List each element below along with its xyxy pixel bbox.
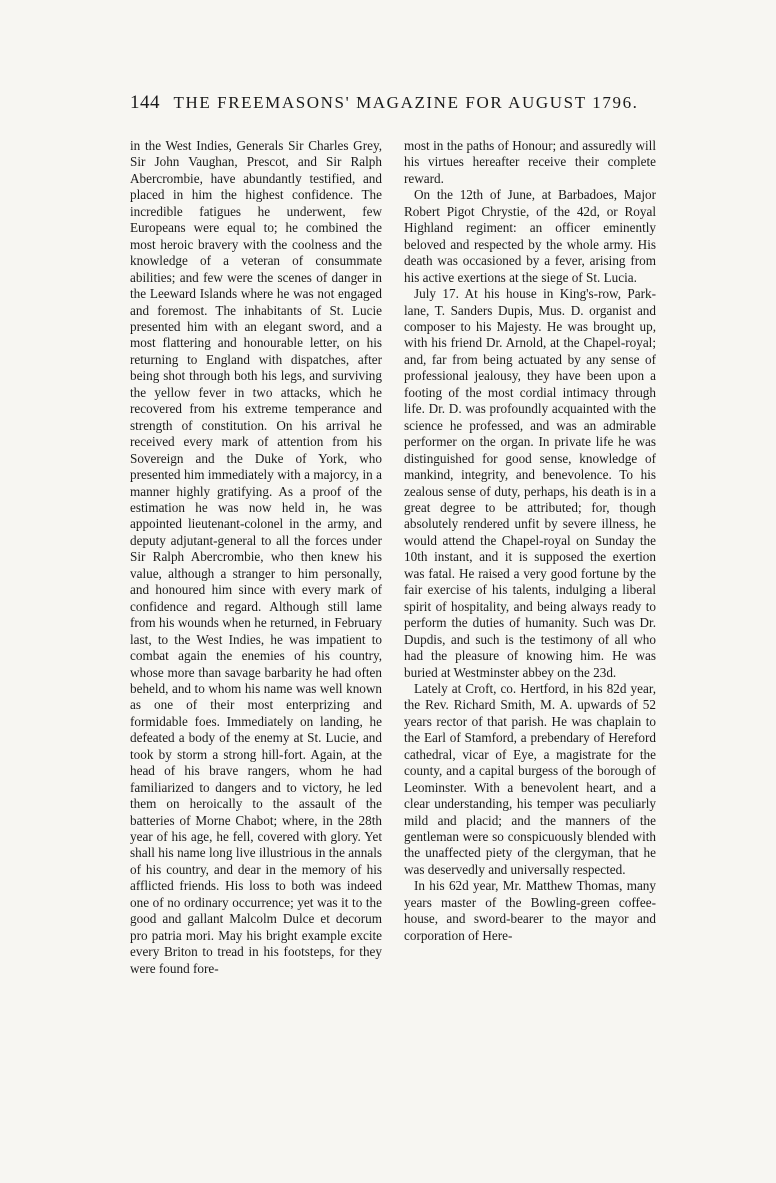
paragraph: In his 62d year, Mr. Matthew Thomas, many years master of the Bowling-green coffee-house, and sword-bearer to the mayor and corporation of Here-: [404, 878, 656, 943]
page-number: 144: [130, 92, 160, 113]
text-columns: [130, 138, 656, 977]
paragraph: in the West Indies, Generals Sir Charles Grey, Sir John Vaughan, Prescot, and Sir Ralph Abercrombie, have abundantly testified, and placed in him the highest confidence. The incredible fatigues he underwent, few Europeans were equal to; he combined the most heroic bravery with the coolness and the knowledge of a veteran of consummate abilities; and few were the scenes of danger in the Leeward Islands where he was not engaged and foremost. The inhabitants of St. Lucie presented him with an elegant sword, and a most flattering and honourable letter, on his returning to England with dispatches, after being shot through both his legs, and surviving the yellow fever in two attacks, which he recovered from his extreme temperance and strength of constitution. On his arrival he received every mark of attention from his Sovereign and the Duke of York, who presented him immediately with a majorcy, in a manner highly gratifying. As a proof of the estimation he was now held in, he was appointed lieutenant-colonel in the army, and deputy adjutant-general to all the forces under Sir Ralph Abercrombie, who then knew his value, although a stranger to him personally, and honoured him since with every mark of confidence and regard. Although still lame from his wounds when he returned, in February last, to the West Indies, he was impatient to combat again the enemies of his country, whose more than savage barbarity he had often beheld, and to whom his name was well known as one of their most enterprizing and formidable foes. Immediately on landing, he defeated a body of the enemy at St. Lucie, and took by storm a strong hill-fort. Again, at the head of his brave rangers, whom he had familiarized to dangers and to victory, he led them on heroically to the assault of the batteries of Morne Chabot; where, in the 28th year of his age, he fell, covered with glory. Yet shall his name long live illustrious in the annals of his country, and dear in the memory of his afflicted friends. His loss to both was indeed one of no ordinary occurrence; yet was it to the good and gallant Malcolm Dulce et decorum pro patria mori. May his bright example excite every Briton to tread in his footsteps, for they were found fore-: [130, 138, 382, 976]
page-header: [130, 92, 656, 120]
left-column: [130, 138, 382, 977]
paragraph: On the 12th of June, at Barbadoes, Major Robert Pigot Chrystie, of the 42d, or Royal Highland regiment: an officer eminently beloved and respected by the whole army. His death was occasioned by a fever, arising from his active exertions at the siege of St. Lucia.: [404, 187, 656, 285]
running-title: THE FREEMASONS' MAGAZINE FOR AUGUST 1796.: [173, 93, 639, 112]
paragraph: July 17. At his house in King's-row, Park-lane, T. Sanders Dupis, Mus. D. organist and composer to his Majesty. He was brought up, with his friend Dr. Arnold, at the Chapel-royal; and, far from being actuated by any sense of professional jealousy, they have been upon a footing of the most cordial intimacy through life. Dr. D. was profoundly acquainted with the science he professed, and was an admirable performer on the organ. In private life he was distinguished for good sense, knowledge of mankind, integrity, and benevolence. To his zealous sense of duty, perhaps, his death is in a great degree to be attributed; for, though absolutely rendered unfit by severe illness, he would attend the Chapel-royal on Sunday the 10th instant, and it is supposed the exertion was fatal. He raised a very good fortune by the fair exercise of his talents, indulging a liberal spirit of hospitality, and being always ready to perform the duties of humanity. Such was Dr. Dupdis, and such is the testimony of all who had the pleasure of knowing him. He was buried at Westminster abbey on the 23d.: [404, 286, 656, 680]
right-column: [404, 138, 656, 977]
paragraph: most in the paths of Honour; and assuredly will his virtues hereafter receive their complete reward.: [404, 138, 656, 186]
paragraph: Lately at Croft, co. Hertford, in his 82d year, the Rev. Richard Smith, M. A. upwards of 52 years rector of that parish. He was chaplain to the Earl of Stamford, a prebendary of Hereford cathedral, vicar of Eye, a magistrate for the county, and a capital burgess of the borough of Leominster. With a benevolent heart, and a clear understanding, his temper was peculiarly mild and placid; and the manners of the gentleman were so conspicuously blended with the unaffected piety of the clergyman, that he was deservedly and universally respected.: [404, 680, 656, 877]
